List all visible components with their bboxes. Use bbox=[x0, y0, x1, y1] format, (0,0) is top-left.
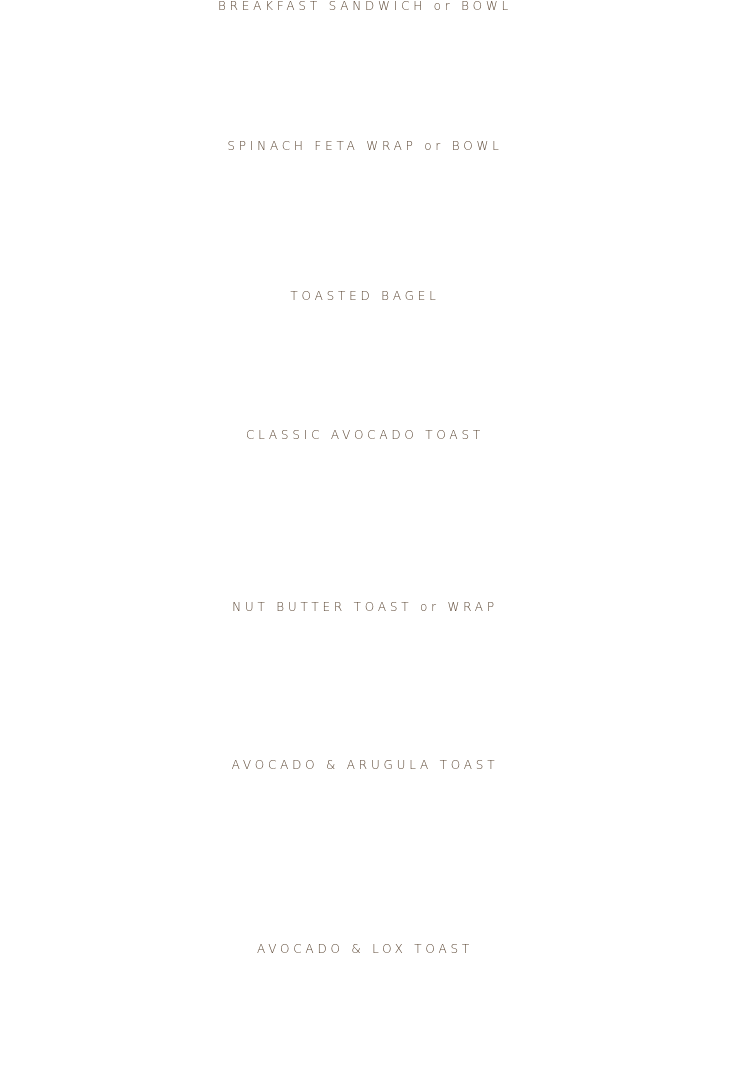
menu-item-classic-avocado-toast-details bbox=[0, 459, 730, 531]
menu-item-description bbox=[0, 169, 730, 193]
menu-item-description bbox=[0, 654, 730, 678]
menu-item-avocado-arugula-toast bbox=[0, 745, 730, 785]
menu-item-title: AVOCADO & ARUGULA TOAST bbox=[231, 758, 499, 772]
menu-item-description bbox=[0, 507, 730, 531]
menu-item-description bbox=[0, 319, 730, 343]
menu-item-avocado-lox-toast bbox=[0, 929, 730, 969]
menu-item-classic-avocado-toast bbox=[0, 415, 730, 455]
menu-item-spinach-feta-wrap-details bbox=[0, 169, 730, 241]
menu-item-toasted-bagel bbox=[0, 276, 730, 316]
menu-item-spinach-feta-wrap bbox=[0, 126, 730, 166]
menu-item-description bbox=[0, 483, 730, 507]
menu-item-description bbox=[0, 797, 730, 821]
menu-item-description bbox=[0, 50, 730, 74]
menu-item-avocado-arugula-toast-details bbox=[0, 797, 730, 869]
menu-item-avocado-lox-toast-details bbox=[0, 983, 730, 1031]
menu-item-description bbox=[0, 74, 730, 98]
menu-item-description bbox=[0, 678, 730, 702]
menu-item-breakfast-sandwich bbox=[0, 0, 730, 26]
menu-item-toasted-bagel-details bbox=[0, 319, 730, 367]
menu-item-description bbox=[0, 343, 730, 367]
menu-item-description bbox=[0, 821, 730, 845]
menu-item-nut-butter-toast-details bbox=[0, 630, 730, 702]
menu-item-description bbox=[0, 217, 730, 241]
menu-item-description bbox=[0, 630, 730, 654]
menu-item-description bbox=[0, 193, 730, 217]
menu-item-description bbox=[0, 459, 730, 483]
menu-item-title: SPINACH FETA WRAP or BOWL bbox=[227, 139, 503, 153]
menu-item-description bbox=[0, 26, 730, 50]
menu-item-title: NUT BUTTER TOAST or WRAP bbox=[232, 600, 498, 614]
menu-item-title: AVOCADO & LOX TOAST bbox=[256, 942, 474, 956]
menu-item-title: BREAKFAST SANDWICH or BOWL bbox=[217, 0, 513, 13]
menu-item-title: CLASSIC AVOCADO TOAST bbox=[245, 428, 484, 442]
menu-item-description bbox=[0, 845, 730, 869]
menu-item-title: TOASTED BAGEL bbox=[290, 289, 440, 303]
menu-item-description bbox=[0, 983, 730, 1007]
menu-item-breakfast-sandwich-details bbox=[0, 26, 730, 98]
menu-item-description bbox=[0, 1007, 730, 1031]
menu-item-nut-butter-toast bbox=[0, 587, 730, 627]
